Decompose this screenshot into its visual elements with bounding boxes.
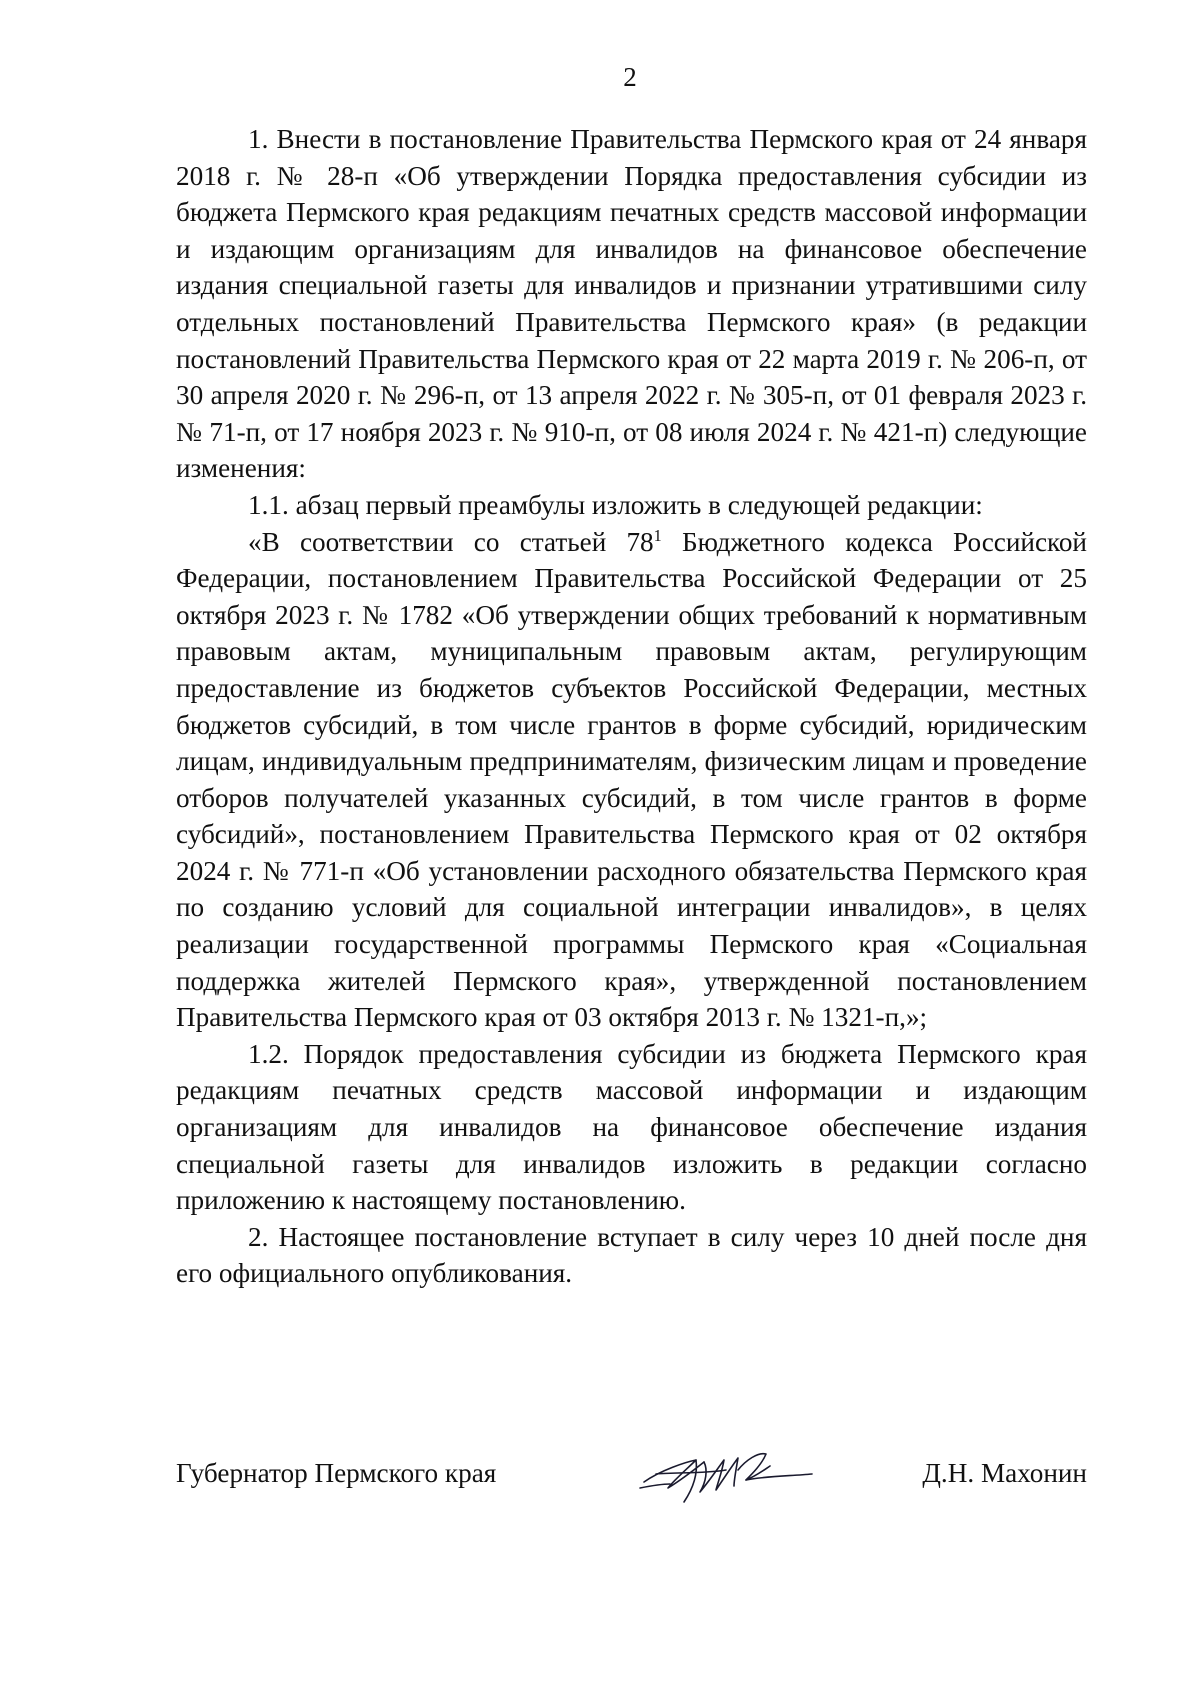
signature-block (176, 1458, 1087, 1518)
article-superscript: 1 (653, 525, 662, 545)
paragraph-1-2: 1.2. Порядок предоставления субсидии из бюджета Пермского края редакциям печатных средств массовой информации и издающим организациям для инвалидов на финансовое обеспечение издания специальной газеты для инвалидов изложить в редакции согласно приложению к настоящему постановлению. (176, 1038, 1087, 1216)
paragraph-1: 1. Внести в постановление Правительства Пермского края от 24 января 2018 г. № 28-п «Об утверждении Порядка предоставления субсидии из бюджета Пермского края редакциям печатных средств массовой информации и издающим организациям для инвалидов на финансовое обеспечение издания специальной газеты для инвалидов и признании утратившими силу отдельных постановлений Правительства Пермского края» (в редакции постановлений Правительства Пермского края от 22 марта 2019 г. № 206-п, от 30 апреля 2020 г. № 296-п, от 13 апреля 2022 г. № 305-п, от 01 февраля 2023 г. № 71-п, от 17 ноября 2023 г. № 910-п, от 08 июля 2024 г. № 421-п) следующие изменения: (176, 124, 1087, 484)
preamble-text-end: Бюджетного кодекса Российской Федерации, постановлением Правительства Российской Федерации от 25 октября 2023 г. № 1782 «Об утверждении общих требований к нормативным правовым актам, муниципальным правовым актам, регулирующим предоставление из бюджетов субъектов Российской Федерации, местных бюджетов субсидий, в том числе грантов в форме субсидий, юридическим лицам, индивидуальным предпринимателям, физическим лицам и проведение отборов получателей указанных субсидий, в том числе грантов в форме субсидий», постановлением Правительства Пермского края от 02 октября 2024 г. № 771-п «Об установлении расходного обязательства Пермского края по созданию условий для социальной интеграции инвалидов», в целях реализации государственной программы Пермского края «Социальная поддержка жителей Пермского края», утвержденной постановлением Правительства Пермского края от 03 октября 2013 г. № 1321-п,»; (176, 526, 1087, 1033)
signatory-title: Губернатор Пермского края (176, 1458, 497, 1488)
page-number: 2 (623, 62, 637, 92)
paragraph-1-1: 1.1. абзац первый преамбулы изложить в следующей редакции: (248, 489, 983, 520)
preamble-text-start: «В соответствии со статьей 78 (248, 526, 654, 557)
signatory-name: Д.Н. Махонин (922, 1458, 1087, 1488)
document-body (176, 121, 1087, 1292)
paragraph-preamble-quote (176, 524, 1087, 1036)
paragraph-2: 2. Настоящее постановление вступает в силу через 10 дней после дня его официального опубликования. (176, 1221, 1087, 1289)
handwritten-signature (626, 1430, 816, 1510)
